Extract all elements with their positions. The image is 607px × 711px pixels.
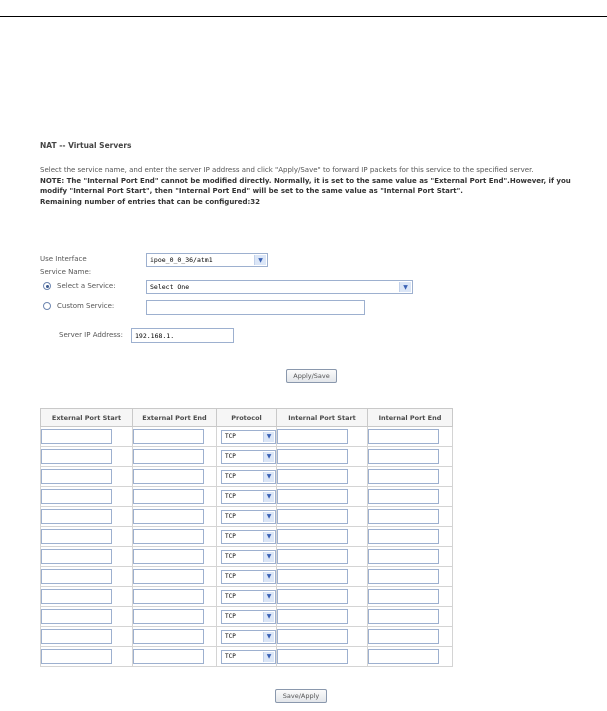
use-interface-select[interactable] xyxy=(146,253,268,267)
external-port-end-input[interactable] xyxy=(133,589,204,604)
internal-port-end-input[interactable] xyxy=(368,629,439,644)
chevron-down-icon: ▼ xyxy=(254,255,266,265)
external-port-end-input[interactable] xyxy=(133,489,204,504)
col-protocol: Protocol xyxy=(217,409,277,427)
internal-port-start-input[interactable] xyxy=(277,589,348,604)
internal-port-end-input[interactable] xyxy=(368,429,439,444)
table-cell xyxy=(133,467,217,487)
col-external-port-start: External Port Start xyxy=(41,409,133,427)
table-row xyxy=(41,547,453,567)
external-port-end-input[interactable] xyxy=(133,549,204,564)
table-cell xyxy=(277,507,368,527)
internal-port-start-input[interactable] xyxy=(277,569,348,584)
protocol-value: TCP xyxy=(225,613,236,620)
protocol-select[interactable] xyxy=(221,610,276,624)
table-cell xyxy=(277,607,368,627)
internal-port-end-input[interactable] xyxy=(368,529,439,544)
table-cell xyxy=(133,507,217,527)
table-cell xyxy=(41,427,133,447)
table-cell xyxy=(41,467,133,487)
protocol-select[interactable] xyxy=(221,650,276,664)
table-cell xyxy=(368,547,453,567)
table-cell xyxy=(217,447,277,467)
protocol-value: TCP xyxy=(225,653,236,660)
external-port-end-input[interactable] xyxy=(133,629,204,644)
chevron-down-icon: ▼ xyxy=(263,472,274,482)
table-row xyxy=(41,587,453,607)
internal-port-start-input[interactable] xyxy=(277,449,348,464)
external-port-end-input[interactable] xyxy=(133,609,204,624)
protocol-value: TCP xyxy=(225,453,236,460)
protocol-select[interactable] xyxy=(221,450,276,464)
protocol-value: TCP xyxy=(225,513,236,520)
table-cell xyxy=(217,487,277,507)
table-cell xyxy=(133,647,217,667)
table-cell xyxy=(133,567,217,587)
table-cell xyxy=(368,427,453,447)
col-internal-port-end: Internal Port End xyxy=(368,409,453,427)
table-cell xyxy=(41,587,133,607)
save-apply-button[interactable]: Save/Apply xyxy=(275,689,327,703)
table-cell xyxy=(133,527,217,547)
protocol-select[interactable] xyxy=(221,550,276,564)
external-port-start-input[interactable] xyxy=(41,489,112,504)
internal-port-start-input[interactable] xyxy=(277,649,348,664)
table-cell xyxy=(277,427,368,447)
table-cell xyxy=(217,467,277,487)
table-cell xyxy=(277,527,368,547)
chevron-down-icon: ▼ xyxy=(263,592,274,602)
select-service-value: Select One xyxy=(150,283,190,291)
protocol-value: TCP xyxy=(225,533,236,540)
external-port-start-input[interactable] xyxy=(41,509,112,524)
table-cell xyxy=(41,627,133,647)
internal-port-end-input[interactable] xyxy=(368,449,439,464)
table-cell xyxy=(41,647,133,667)
page-top-rule xyxy=(0,16,607,17)
table-row xyxy=(41,487,453,507)
protocol-value: TCP xyxy=(225,593,236,600)
service-name-label: Service Name: xyxy=(40,268,92,276)
protocol-value: TCP xyxy=(225,473,236,480)
external-port-start-input[interactable] xyxy=(41,569,112,584)
table-cell xyxy=(217,507,277,527)
table-row xyxy=(41,527,453,547)
table-cell xyxy=(217,567,277,587)
table-cell xyxy=(41,567,133,587)
external-port-end-input[interactable] xyxy=(133,649,204,664)
table-cell xyxy=(368,587,453,607)
use-interface-label: Use Interface xyxy=(40,255,87,263)
table-cell xyxy=(133,427,217,447)
internal-port-end-input[interactable] xyxy=(368,489,439,504)
internal-port-start-input[interactable] xyxy=(277,549,348,564)
table-cell xyxy=(277,487,368,507)
table-cell xyxy=(277,447,368,467)
table-cell xyxy=(133,487,217,507)
table-cell xyxy=(277,567,368,587)
external-port-end-input[interactable] xyxy=(133,529,204,544)
chevron-down-icon: ▼ xyxy=(263,432,274,442)
external-port-start-input[interactable] xyxy=(41,429,112,444)
select-service-dropdown[interactable] xyxy=(146,280,413,294)
table-cell xyxy=(133,627,217,647)
internal-port-start-input[interactable] xyxy=(277,489,348,504)
col-external-port-end: External Port End xyxy=(133,409,217,427)
chevron-down-icon: ▼ xyxy=(263,612,274,622)
table-cell xyxy=(41,547,133,567)
protocol-select[interactable] xyxy=(221,510,276,524)
protocol-value: TCP xyxy=(225,633,236,640)
protocol-select[interactable] xyxy=(221,630,276,644)
table-row xyxy=(41,647,453,667)
external-port-start-input[interactable] xyxy=(41,629,112,644)
table-row xyxy=(41,627,453,647)
table-cell xyxy=(277,467,368,487)
table-cell xyxy=(41,487,133,507)
external-port-start-input[interactable] xyxy=(41,609,112,624)
col-internal-port-start: Internal Port Start xyxy=(277,409,368,427)
chevron-down-icon: ▼ xyxy=(263,632,274,642)
internal-port-start-input[interactable] xyxy=(277,609,348,624)
description-note: NOTE: The "Internal Port End" cannot be modified directly. Normally, it is set to the same value as "External Port End".However, if you modify "Internal Port Start", then "Internal Port End" will be set to the same value as "Internal Port Start". xyxy=(40,176,571,195)
chevron-down-icon: ▼ xyxy=(263,452,274,462)
external-port-start-input[interactable] xyxy=(41,449,112,464)
internal-port-end-input[interactable] xyxy=(368,509,439,524)
internal-port-end-input[interactable] xyxy=(368,589,439,604)
table-cell xyxy=(368,567,453,587)
external-port-end-input[interactable] xyxy=(133,569,204,584)
table-cell xyxy=(368,507,453,527)
apply-save-button[interactable]: Apply/Save xyxy=(286,369,337,383)
chevron-down-icon: ▼ xyxy=(263,552,274,562)
internal-port-end-input[interactable] xyxy=(368,569,439,584)
chevron-down-icon: ▼ xyxy=(263,512,274,522)
port-mapping-table xyxy=(40,408,453,667)
table-cell xyxy=(368,627,453,647)
server-ip-label: Server IP Address: xyxy=(59,331,123,339)
protocol-select[interactable] xyxy=(221,590,276,604)
chevron-down-icon: ▼ xyxy=(263,572,274,582)
table-row xyxy=(41,427,453,447)
protocol-select[interactable] xyxy=(221,570,276,584)
table-cell xyxy=(277,587,368,607)
internal-port-end-input[interactable] xyxy=(368,649,439,664)
custom-service-radio[interactable] xyxy=(43,302,51,310)
table-cell xyxy=(41,527,133,547)
table-cell xyxy=(41,607,133,627)
table-cell xyxy=(368,527,453,547)
table-cell xyxy=(133,547,217,567)
external-port-start-input[interactable] xyxy=(41,649,112,664)
protocol-select[interactable] xyxy=(221,490,276,504)
table-cell xyxy=(368,487,453,507)
port-table-header xyxy=(41,409,453,427)
use-interface-value: ipoe_0_0_36/atm1 xyxy=(150,256,213,264)
table-cell xyxy=(133,607,217,627)
table-cell xyxy=(217,647,277,667)
protocol-value: TCP xyxy=(225,433,236,440)
table-cell xyxy=(133,587,217,607)
internal-port-start-input[interactable] xyxy=(277,469,348,484)
description-intro: Select the service name, and enter the server IP address and click "Apply/Save" to forward IP packets for this service to the specified server. xyxy=(40,166,534,174)
chevron-down-icon: ▼ xyxy=(263,532,274,542)
custom-service-label: Custom Service: xyxy=(57,302,115,310)
chevron-down-icon: ▼ xyxy=(263,652,274,662)
table-cell xyxy=(368,607,453,627)
protocol-select[interactable] xyxy=(221,530,276,544)
select-service-label: Select a Service: xyxy=(57,282,116,290)
table-row xyxy=(41,567,453,587)
internal-port-end-input[interactable] xyxy=(368,549,439,564)
table-cell xyxy=(217,607,277,627)
external-port-end-input[interactable] xyxy=(133,509,204,524)
table-row xyxy=(41,607,453,627)
external-port-end-input[interactable] xyxy=(133,429,204,444)
table-cell xyxy=(133,447,217,467)
table-cell xyxy=(368,647,453,667)
protocol-select[interactable] xyxy=(221,470,276,484)
internal-port-start-input[interactable] xyxy=(277,509,348,524)
table-cell xyxy=(41,507,133,527)
external-port-start-input[interactable] xyxy=(41,469,112,484)
internal-port-end-input[interactable] xyxy=(368,609,439,624)
table-cell xyxy=(277,627,368,647)
server-ip-input[interactable]: 192.168.1. xyxy=(131,328,234,343)
external-port-end-input[interactable] xyxy=(133,449,204,464)
table-cell xyxy=(217,527,277,547)
protocol-select[interactable] xyxy=(221,430,276,444)
table-cell xyxy=(368,447,453,467)
external-port-start-input[interactable] xyxy=(41,549,112,564)
page-title: NAT -- Virtual Servers xyxy=(40,141,132,150)
description xyxy=(40,165,585,207)
table-cell xyxy=(41,447,133,467)
table-cell xyxy=(217,547,277,567)
table-cell xyxy=(277,547,368,567)
table-row xyxy=(41,447,453,467)
chevron-down-icon: ▼ xyxy=(263,492,274,502)
remaining-entries: Remaining number of entries that can be configured:32 xyxy=(40,197,261,206)
custom-service-input[interactable] xyxy=(146,300,365,315)
select-service-radio[interactable] xyxy=(43,282,51,290)
protocol-value: TCP xyxy=(225,493,236,500)
internal-port-start-input[interactable] xyxy=(277,529,348,544)
external-port-end-input[interactable] xyxy=(133,469,204,484)
external-port-start-input[interactable] xyxy=(41,589,112,604)
table-cell xyxy=(217,427,277,447)
table-row xyxy=(41,507,453,527)
table-cell xyxy=(217,587,277,607)
internal-port-start-input[interactable] xyxy=(277,429,348,444)
table-row xyxy=(41,467,453,487)
protocol-value: TCP xyxy=(225,573,236,580)
internal-port-end-input[interactable] xyxy=(368,469,439,484)
table-cell xyxy=(368,467,453,487)
table-cell xyxy=(277,647,368,667)
chevron-down-icon: ▼ xyxy=(399,282,411,292)
external-port-start-input[interactable] xyxy=(41,529,112,544)
protocol-value: TCP xyxy=(225,553,236,560)
internal-port-start-input[interactable] xyxy=(277,629,348,644)
table-cell xyxy=(217,627,277,647)
